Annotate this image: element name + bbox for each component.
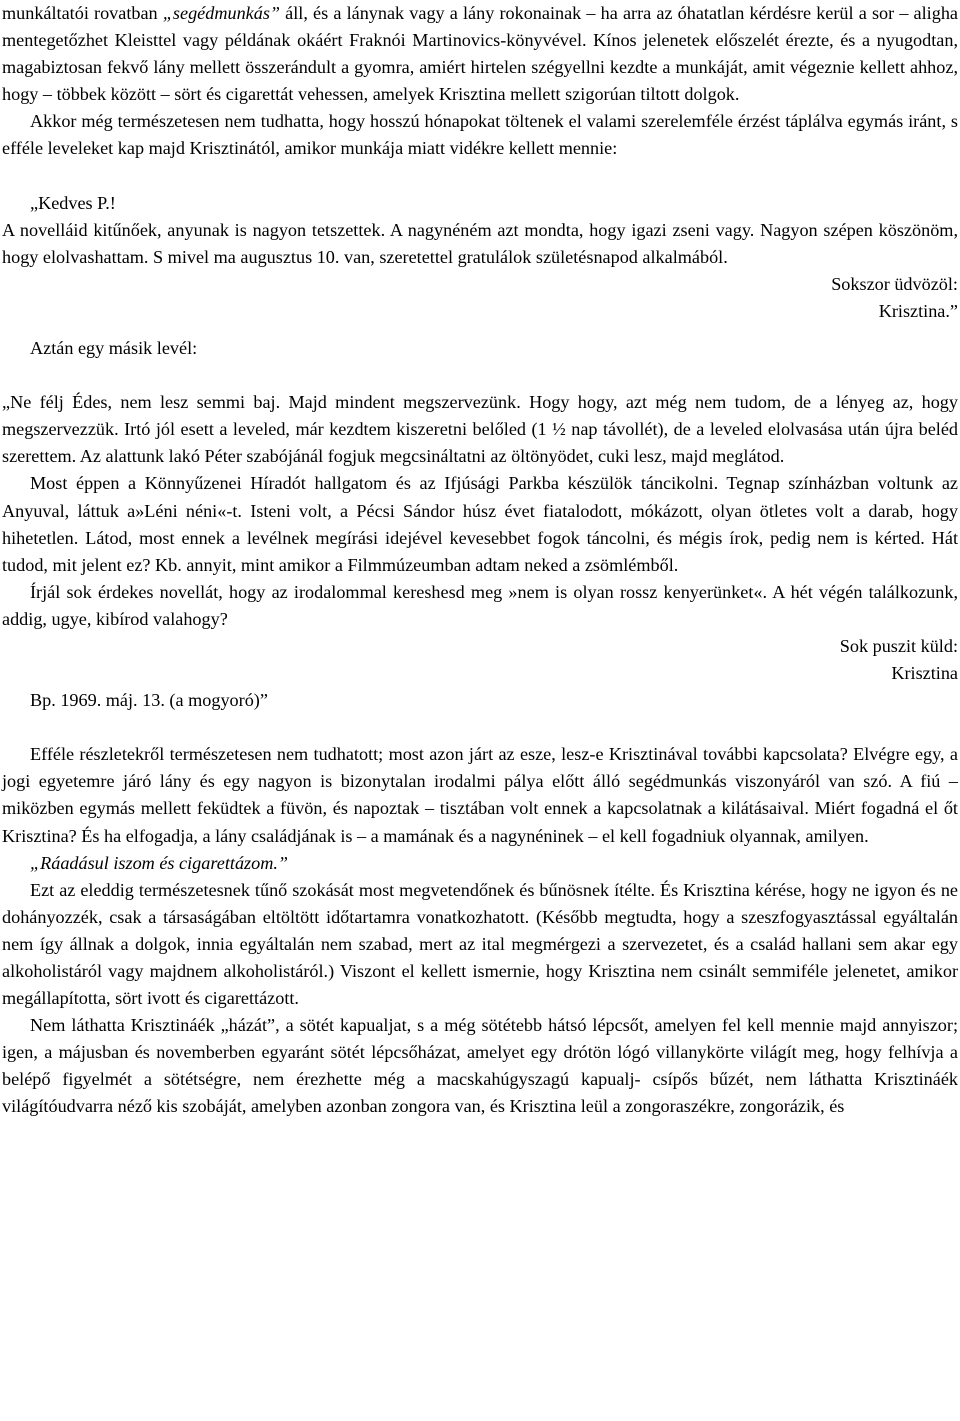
letter-2-paragraph-2: Most éppen a Könnyűzenei Híradót hallgatom és az Ifjúsági Parkba készülök táncikolni. Tegnap színházban voltunk az Anyuval, láttuk a»Léni néni«-t. Isteni volt, a Pécsi Sándor húsz évet fiatalodott, mókázott, olyan ötletes volt a darab, hogy hihetetlen. Látod, most ennek a levélnek megírási idejével kevesebbet fogok táncolni, és mégis írok, pedig nem is kérted. Hát tudod, mit jelent ez? Kb. annyit, mint amikor a Filmmúzeumban adtam neked a zsömlémből.: [2, 473, 958, 575]
letter-2-signature: Krisztina: [891, 663, 958, 684]
spacer: [2, 163, 958, 190]
italic-quote-segedmunkas: „segédmunkás”: [162, 3, 281, 23]
letter-2-date: Bp. 1969. máj. 13. (a mogyoró)”: [30, 690, 268, 711]
paragraph-1-rest: áll, és a lánynak vagy a lány rokonainak – ha arra az óhatatlan kérdésre kerül a sor – aligha mentegetőzhet Kleisttel vagy példának okáért Fraknói Martinovics-könyvével. Kínos jelenetek előszelét érezte, és a nyugodtan, magabiztosan fekvő lány mellett összerándult a gyomra, amiért hirtelen szégyellni kezdte a munkáját, amit végeznie kellett ahhoz, hogy – többek között – sört és cigarettát vehessen, amelyek Krisztina mellett szigorúan tiltott dolgok.: [2, 3, 958, 105]
letter-1-signature: Krisztina.”: [878, 300, 958, 321]
letter-2-paragraph-3: Írjál sok érdekes novellát, hogy az irodalommal kereshesd meg »nem is olyan rossz kenyerünket«. A hét végén találkozunk, addig, ugye, kibírod valahogy?: [2, 581, 958, 629]
paragraph-2: Akkor még természetesen nem tudhatta, hogy hosszú hónapokat töltenek el valami szerelemféle érzést táplálva egymás iránt, s efféle leveleket kap majd Krisztinától, amikor munkája miatt vidékre kellett mennie:: [2, 111, 958, 159]
paragraph-5: Ezt az eleddig természetesnek tűnő szokását most megvetendőnek és bűnösnek ítélte. És Krisztina kérése, hogy ne igyon és ne dohányozzék, csak a társaságában eltöltött időtartamra vonatkozhatott. (Később megtudta, hogy a szeszfogyasztással egyáltalán nem így állnak a dolgok, innia egyáltalán nem szabad, mert az ital megmérgezi a szervezetet, és a család hallani sem akar egy alkoholistáról vagy majdnem alkoholistáról.) Viszont el kellett ismernie, hogy Krisztina nem csinált semmiféle jelenetet, amikor megállapította, sört ivott és cigarettázott.: [2, 879, 958, 1009]
paragraph-1-start: munkáltatói rovatban: [2, 3, 163, 23]
paragraph-6: Nem láthatta Krisztináék „házát”, a sötét kapualjat, s a még sötétebb hátsó lépcsőt, amelyen fel kell mennie majd annyiszor; igen, a májusban és novemberben egyaránt sötét lépcsőházat, amelyet egy drótön lógó villanykörte világít meg, hogy felhívja a belépő figyelmét a sötétségre, nem érezhette még a macskahúgyszagú kapualj- csípős bűzét, nem láthatta Krisztináék világítóudvarra néző kis szobáját, amelyben azonban zongora van, és Krisztina leül a zongoraszékre, zongorázik, és: [2, 1015, 958, 1117]
spacer: [2, 714, 958, 741]
italic-quote-raadasul: „Ráadásul iszom és cigarettázom.”: [30, 852, 289, 873]
letter-2-paragraph-1: „Ne félj Édes, nem lesz semmi baj. Majd mindent megszervezünk. Hogy hogy, azt még nem tudom, de a lényeg az, hogy megszervezzük. Irtó jól esett a leveled, már kezdtem kiszeretni belőled (1 ½ nap távollét), de a leveled elolvasása után újra beléd szerettem. Az alattunk lakó Péter szabójánál fogjuk megcsináltatni az öltönyödet, cuki lesz, majd meglátod.: [2, 392, 958, 467]
spacer: [2, 325, 958, 335]
paragraph-1: [2, 0, 958, 108]
letter-1-body: A novelláid kitűnőek, anyunak is nagyon tetszettek. A nagynéném azt mondta, hogy igazi zseni vagy. Nagyon szépen köszönöm, hogy elolvashattam. S mivel ma augusztus 10. van, szeretettel gratulálok születésnapod alkalmából.: [2, 219, 958, 267]
spacer: [2, 362, 958, 389]
letter-1-greeting: „Kedves P.!: [30, 192, 116, 213]
letter-2-closing: Sok puszit küld:: [839, 635, 958, 656]
between-letters: Aztán egy másik levél:: [30, 338, 198, 359]
paragraph-3: Efféle részletekről természetesen nem tudhatott; most azon járt az esze, lesz-e Krisztinával további kapcsolata? Elvégre egy, a jogi egyetemre járó lány és egy nagyon is bizonytalan irodalmi pálya előtt álló segédmunkás viszonyáról van szó. A fiú – miközben egymás mellett feküdtek a füvön, és napoztak – tisztában volt ennek a kapcsolatnak a kilátásaival. Miért fogadná el őt Krisztina? És ha elfogadja, a lány családjának is – a mamának és a nagynéninek – el kell fogadniuk olyannak, amilyen.: [2, 744, 958, 846]
letter-1-closing: Sokszor üdvözöl:: [831, 273, 958, 294]
